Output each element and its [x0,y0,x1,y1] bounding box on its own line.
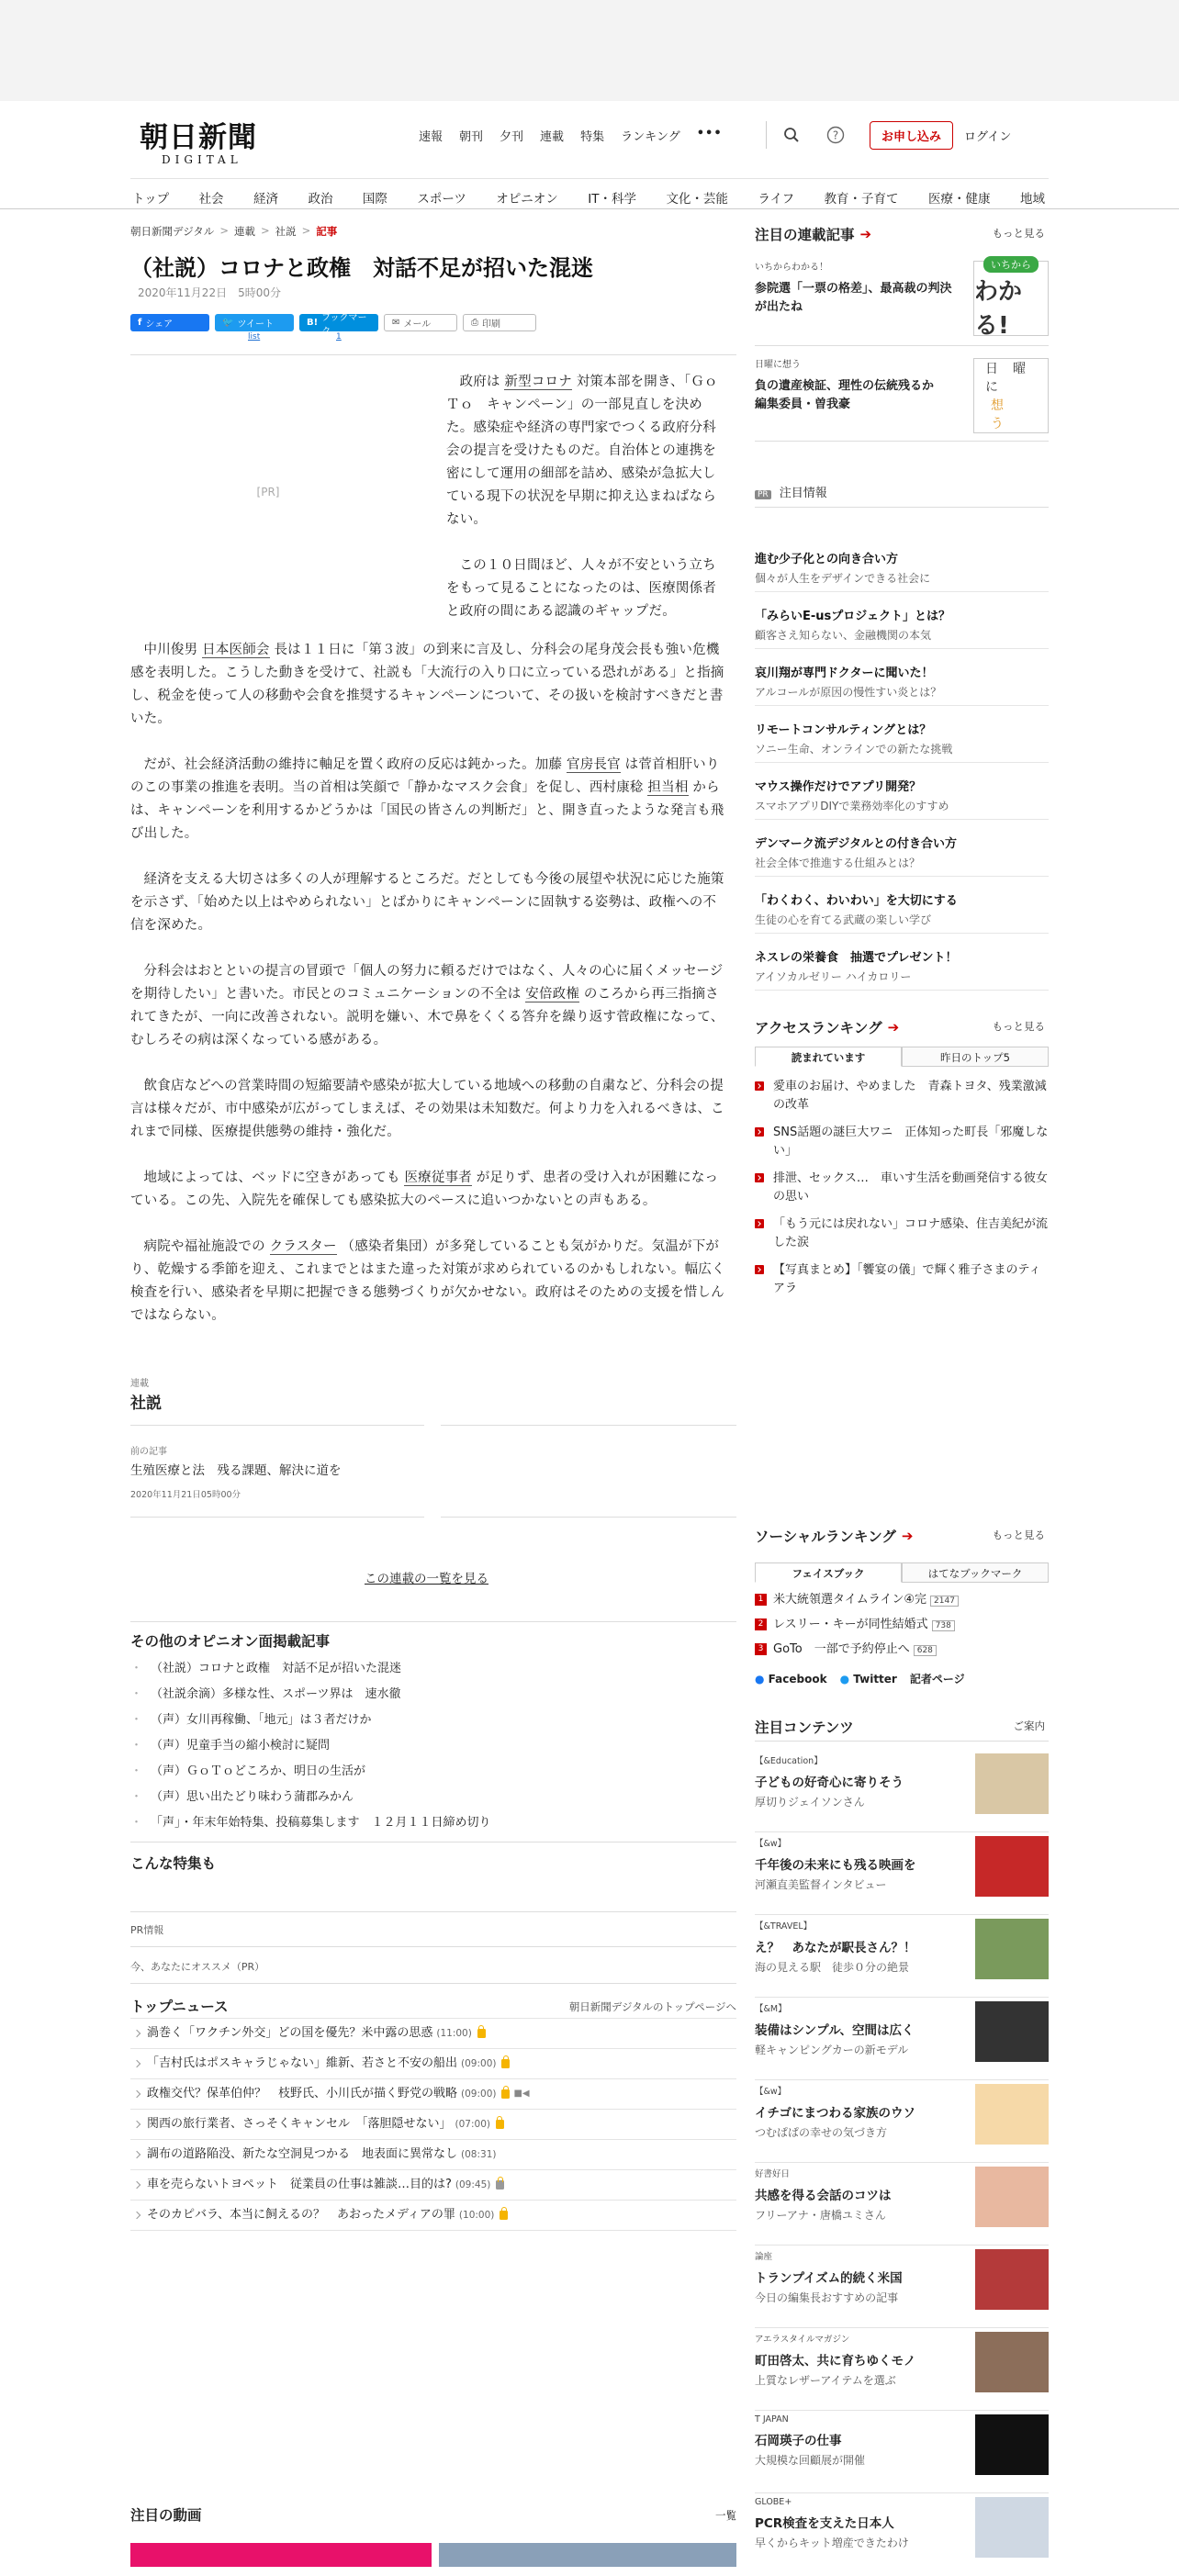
topnav-evening[interactable]: 夕刊 [500,130,524,144]
topnav-morning[interactable]: 朝刊 [459,130,484,144]
nav-education[interactable]: 教育・子育て [824,192,899,207]
news-item[interactable]: 調布の道路陥没、新たな空洞見つかる 地表面に異常なし (08:31) [130,2140,736,2170]
topnews-top-link[interactable]: 朝日新聞デジタルのトップページへ [568,2000,736,2013]
paragraph: 分科会はおとといの提言の冒頭で「個人の努力に頼るだけではなく、人々の心に届くメッセージを期待したい」と書いた。市民とのコミュニケーションの不全は 安倍政権 のころから再三指摘されてきたが、一向に改善されない。説明を嫌い、木で鼻をくくる答弁を繰り返す菅政権になって、むしろその病は深くなっている感がある。 [130,964,724,1047]
prev-article-label: 前の記事 [130,1447,167,1457]
ranking-item[interactable]: 「もう元には戻れない」コロナ感染、住吉美紀が流した涙 [755,1215,1049,1252]
content-card[interactable]: アエラスタイルマガジン 町田啓太、共に育ちゆくモノ 上質なレザーアイテムを選ぶ [755,2332,1049,2411]
pr-item[interactable]: 「みらいE-usプロジェクト」とは？ 顧客さえ知らない、金融機関の本気 [755,606,1049,649]
hatena-count-link[interactable]: 1 [336,332,342,342]
nav-opinion[interactable]: オピニオン [496,192,558,207]
ranking-item[interactable]: SNS話題の謎巨大ワニ 正体知った町長「邪魔しない」 [755,1124,1049,1160]
tab-yesterday-top5[interactable]: 昨日のトップ5 [902,1047,1049,1067]
lock-icon [496,2180,504,2190]
paragraph: 政府は 新型コロナ 対策本部を開き、「Ｇｏ Ｔｏ キャンペーン」の一部見直しを決めた。感染症や経済の専門家でつくる政府分科会の提言を受けたものだ。自治体との連携を密にして運用の細部を詰め、感染が急拡大している現下の状況を早期に抑え込まねばならない。 [446,375,732,527]
series-section-heading: 注目の連載記事 [755,227,855,243]
video-thumbnail[interactable] [130,2543,432,2567]
divider [441,1425,736,1426]
top-ad-banner [0,0,1179,101]
nav-sports[interactable]: スポーツ [417,192,466,207]
twitter-count-link[interactable]: list [248,332,261,342]
mail-icon: ✉ [392,318,400,328]
series-name-link[interactable]: 社説 [130,1394,162,1413]
facebook-icon: ● [755,1672,765,1686]
pr-item[interactable]: リモートコンサルティングとは？ ソニー生命、オンラインでの新たな挑戦 [755,720,1049,763]
opinion-list [130,1656,491,1836]
twitter-share-button[interactable]: 🐦 ツイート [215,314,294,331]
topnav-ranking[interactable]: ランキング [621,130,680,144]
lock-icon [501,2059,510,2068]
content-card[interactable]: T JAPAN 石岡瑛子の仕事 大規模な回顧展が開催 [755,2414,1049,2493]
ranking-item[interactable]: 3 GoTo 一部で予約停止へ 628 [755,1638,1049,1663]
pr-item[interactable]: マウス操作だけでアプリ開発？ スマホアプリDIYで業務効率化のすすめ [755,777,1049,820]
help-icon[interactable] [822,121,849,149]
social-ranking-tabs [755,1562,1049,1583]
article-body-top [446,371,732,646]
arrow-bullet-icon [755,1265,764,1274]
article-date: 2020年11月22日 5時00分 [138,286,281,299]
opinion-heading: その他のオピニオン面掲載記事 [130,1633,331,1650]
facebook-icon: f [138,318,142,328]
divider [130,1425,424,1426]
divider [755,441,1049,442]
nav-politics[interactable]: 政治 [308,192,333,207]
lock-icon [496,2120,504,2129]
topnav-features[interactable]: 特集 [580,130,605,144]
series-list-link[interactable]: この連載の一覧を見る [365,1572,488,1586]
prev-article-date: 2020年11月21日05時00分 [130,1490,241,1500]
divider [766,121,767,149]
divider [130,1946,736,1947]
content-card[interactable]: 【&TRAVEL】 え？ あなたが駅長さん？！ 海の見える駅 徒歩０分の絶景 [755,1919,1049,1998]
video-thumbnail[interactable] [439,2543,736,2567]
paragraph: だが、社会経済活動の維持に軸足を置く政府の反応は鈍かった。加藤 官房長官 は菅首相肝いりのこの事業の推進を表明。当の首相は笑顔で「静かなマスク会食」を促し、西村康稔 担当相 からは、キャンペーンを利用するかどうかは「国民の皆さんの判断だ」と、開き直ったような発言も飛び出した。 [130,757,724,841]
breadcrumb-current: 記事 [316,225,338,238]
pr-section-header: PR 注目情報 [755,483,1049,500]
nav-top[interactable]: トップ [132,192,170,207]
topnav-series[interactable]: 連載 [540,130,565,144]
pr-item[interactable]: 進む少子化との向き合い方 個々が人生をデザインできる社会に [755,549,1049,592]
divider [130,1621,736,1622]
lock-icon [501,2089,510,2099]
ranking-item[interactable]: 1 米大統領選タイムライン④完 2147 [755,1588,1049,1613]
svg-text:?: ? [832,129,839,142]
nav-region[interactable]: 地域 [1019,192,1045,207]
breadcrumb-series[interactable]: 連載 [233,225,255,238]
content-card[interactable]: 【&w】 イチゴにまつわる家族のウソ つむぱぱの幸せの気づき方 [755,2084,1049,2163]
keyword-link[interactable]: 日本医師会 [202,643,270,657]
news-item[interactable]: 車を売らないトヨペット 従業員の仕事は雑談…目的は? (09:45) [130,2170,736,2201]
divider [130,354,736,355]
series-card[interactable]: 日曜に想う 負の遺産検証、理性の伝統残るか 編集委員・曽我豪 日曜に 想う [755,356,1049,444]
content-card[interactable]: 論座 トランプイズム的続く米国 今日の編集長おすすめの記事 [755,2249,1049,2328]
ranking-item[interactable]: 【写真まとめ】「饗宴の儀」で輝く雅子さまのティアラ [755,1261,1049,1298]
content-card[interactable]: GLOBE+ PCR検査を支えた日本人 早くからキット増産できたわけ [755,2497,1049,2576]
pr-item[interactable]: ネスレの栄養食 抽選でプレゼント！ アイソカルゼリー ハイカロリー [755,947,1049,991]
lock-icon [500,2211,508,2220]
prev-article-link[interactable]: 生殖医療と法 残る課題、解決に道を [130,1463,342,1478]
arrow-right-icon: ➔ [901,1528,914,1544]
header-tools [755,118,1011,152]
social-ranking-header: ソーシャルランキング ➔ もっと見る [755,1528,1045,1545]
feature-heading: こんな特集も [130,1855,217,1872]
pr-ad-slot: [PR] [256,485,280,498]
social-links [755,1671,965,1686]
arrow-bullet-icon [755,1173,764,1182]
list-item[interactable]: ・ （声）ＧｏＴｏどころか、明日の生活が [130,1759,491,1785]
paragraph: この１０日間ほど、人々が不安という立ちをもって見ることになったのは、医療関係者と政府の間にある認識のギャップだ。 [446,558,716,619]
recommend-label: 今、あなたにオススメ（PR） [130,1961,265,1973]
access-ranking-tabs [755,1047,1049,1067]
video-list-link[interactable]: 一覧 [715,2509,736,2522]
content-thumbnail [975,2084,1049,2145]
more-link[interactable]: もっと見る [992,1529,1045,1541]
twitter-link[interactable]: ● Twitter [839,1672,897,1686]
divider [441,1517,736,1518]
content-thumbnail [975,2497,1049,2558]
keyword-link[interactable]: 担当相 [647,780,689,795]
list-item[interactable]: ・ （社説余滴）多様な性、スポーツ界は 速水徹 [130,1682,491,1708]
topnews-list [130,2018,736,2231]
logo-main: 朝日新聞 [140,121,257,154]
news-item[interactable]: 関西の旅行業者、さっそくキャンセル 「落胆隠せない」 (07:00) [130,2110,736,2140]
list-item[interactable]: ・ 「声」・年末年始特集、投稿募集します １２月１１日締め切り [130,1810,491,1836]
arrow-bullet-icon [755,1127,764,1137]
access-ranking-header: アクセスランキング ➔ もっと見る [755,1019,1045,1036]
series-section-header [755,224,1049,244]
content-thumbnail [975,2332,1049,2392]
facebook-share-button[interactable]: f シェア [130,314,209,331]
site-header [0,101,1179,209]
search-icon[interactable] [778,121,805,149]
content-card[interactable]: 【&w】 千年後の未来にも残る映画を 河瀬直美監督インタビュー [755,1836,1049,1915]
more-link[interactable]: もっと見る [992,227,1045,240]
content-card[interactable]: 【&Education】 子どもの好奇心に寄りそう 厚切りジェイソンさん [755,1753,1049,1832]
divider [755,345,1049,346]
lock-icon [477,2029,486,2038]
arrow-right-icon: ➔ [887,1019,900,1036]
paragraph: 地域によっては、ベッドに空きがあっても 医療従事者 が足りず、患者の受け入れが困難になっている。この先、入院先を確保しても感染拡大のペースに追いつかないとの声もある。 [130,1170,719,1208]
nav-culture[interactable]: 文化・芸能 [666,192,728,207]
series-label: 連載 [130,1379,149,1389]
arrow-bullet-icon [755,1081,764,1091]
nav-health[interactable]: 医療・健康 [928,192,991,207]
news-item[interactable]: そのカピバラ、本当に飼えるの？ あおったメディアの罪 (10:00) [130,2201,736,2231]
divider [755,1741,1049,1742]
breadcrumb-home[interactable]: 朝日新聞デジタル [130,225,215,238]
hatena-bookmark-button[interactable]: B! ブックマーク [299,314,378,331]
print-icon: ⎙ [471,318,478,328]
pr-item[interactable]: デンマーク流デジタルとの付き合い方 社会全体で推進する仕組みとは？ [755,834,1049,877]
content-thumbnail [975,1919,1049,1979]
nav-economy[interactable]: 経済 [253,192,279,207]
site-logo[interactable] [140,114,257,166]
ranking-item[interactable]: 愛車のお届け、やめました 青森トヨタ、残業激減の改革 [755,1078,1049,1114]
paragraph: 中川俊男 日本医師会 長は１１日に「第３波」の到来に言及し、分科会の尾身茂会長も強い危機感を表明した。こうした動きを受けて、社説も「大流行の入り口に立っている恐れがある」と指摘し、税金を使って人の移動や会食を推奨するキャンペーンについて、その扱いを検討すべきだと書いた。 [130,643,724,726]
paragraph: 病院や福祉施設での クラスター （感染者集団）が多発していることも気がかりだ。気温が下がり、乾燥する季節を迎え、これまでとはまた違った対策が求められているのかもしれない。幅広く検査を行い、感染者を早期に把握できる態勢づくりが欠かせない。政府はそのための支援を惜しんではならない。 [130,1239,725,1323]
divider [130,1517,424,1518]
login-link[interactable]: ログイン [964,129,1012,144]
paragraph: 飲食店などへの営業時間の短縮要請や感染が拡大している地域への移動の自粛など、分科会の提言は様々だが、市中感染が広がってしまえば、その効果は未知数だ。何より力を入れるべきは、これまで同様、医療提供態勢の維持・強化だ。 [130,1079,724,1139]
guide-link[interactable]: ご案内 [1013,1719,1045,1732]
contents-header: 注目コンテンツ ご案内 [755,1719,1045,1736]
paragraph: 経済を支える大切さは多くの人が理解するところだ。だとしても今後の展望や状況に応じた施策を示さず、「始めた以上はやめられない」とばかりにキャンペーンに固執する姿勢は、政権への不信を深めた。 [130,872,724,933]
more-link[interactable]: もっと見る [992,1020,1045,1033]
tab-facebook[interactable]: フェイスブック [755,1562,902,1583]
main-nav [130,178,1049,207]
video-heading: 注目の動画 [130,2507,202,2524]
print-button[interactable]: ⎙ 印刷 [463,314,536,331]
list-item[interactable]: ・ （声）女川再稼働、「地元」は３者だけか [130,1708,491,1733]
nav-society[interactable]: 社会 [198,192,224,207]
nav-life[interactable]: ライフ [758,192,795,207]
keyword-link[interactable]: 官房長官 [567,757,621,772]
content-thumbnail [975,1753,1049,1814]
social-ranking-list [755,1588,1049,1663]
ranking-item[interactable]: 2 レスリー・キーが同性結婚式 738 [755,1613,1049,1638]
content-card[interactable]: 好書好日 共感を得る会話のコツは フリーアナ・唐橋ユミさん [755,2167,1049,2246]
topnav-breaking[interactable]: 速報 [419,130,444,144]
more-menu-icon[interactable]: ••• [696,127,723,140]
keyword-link[interactable]: 安倍政権 [525,987,580,1002]
tab-hatena[interactable]: はてなブックマーク [902,1562,1049,1583]
divider [130,1911,736,1912]
content-thumbnail [975,2167,1049,2227]
pr-item[interactable]: 「わくわく、わいわい」を大切にする 生徒の心を育てる武蔵の楽しい学び [755,890,1049,934]
facebook-link[interactable]: ● Facebook [755,1672,827,1686]
news-item[interactable]: 「吉村氏はポスキャラじゃない」維新、若さと不安の船出 (09:00) [130,2049,736,2079]
content-thumbnail [975,1836,1049,1897]
content-thumbnail [975,2001,1049,2062]
divider [130,1983,736,1984]
pr-item[interactable]: 哀川翔が専門ドクターに聞いた！ アルコールが原因の慢性すい炎とは？ [755,663,1049,706]
breadcrumb: 朝日新聞デジタル > 連載 > 社説 > 記事 [130,224,338,238]
twitter-icon: 🐦 [222,318,234,328]
pr-info-label: PR情報 [130,1924,164,1936]
hatena-icon: B! [307,318,319,328]
news-item[interactable]: 渦巻く「ワクチン外交」どの国を優先？米中露の思惑 (11:00) [130,2019,736,2049]
topnews-heading: トップニュース [130,1999,229,2015]
twitter-icon: ● [839,1672,850,1686]
list-item[interactable]: ・ （声）児童手当の縮小検討に疑問 [130,1733,491,1759]
list-item[interactable]: ・ （社説）コロナと政権 対話不足が招いた混迷 [130,1656,491,1682]
article-body [130,639,727,1350]
subscribe-button[interactable]: お申し込み [870,121,953,150]
nav-international[interactable]: 国際 [362,192,387,207]
keyword-link[interactable]: 医療従事者 [404,1170,472,1185]
nav-it-science[interactable]: IT・科学 [588,192,636,207]
ranking-item[interactable]: 排泄、セックス… 車いす生活を動画発信する彼女の思い [755,1170,1049,1206]
series-thumbnail: 日曜に 想う [973,358,1049,433]
series-card[interactable]: いちからわかる！ 参院選「一票の格差」、最高裁の判決が出たね いちから わかる! [755,259,1049,347]
series-thumbnail: いちから わかる! [973,261,1049,336]
mail-button[interactable]: ✉ メール [384,314,457,331]
divider [755,507,1049,508]
article-title: （社説）コロナと政権 対話不足が招いた混迷 [130,255,593,281]
top-nav [419,127,723,144]
list-item[interactable]: ・ （声）思い出たどり味わう蒲郡みかん [130,1785,491,1810]
writers-page-link[interactable]: 記者ページ [909,1673,965,1686]
logo-sub: DIGITAL [162,153,242,166]
content-thumbnail [975,2249,1049,2310]
keyword-link[interactable]: 新型コロナ [504,375,572,389]
breadcrumb-editorial[interactable]: 社説 [275,225,297,238]
arrow-right-icon: ➔ [859,226,872,242]
pr-badge: PR [755,490,771,499]
tab-most-read[interactable]: 読まれています [755,1047,902,1067]
arrow-bullet-icon [755,1219,764,1228]
news-item[interactable]: 政権交代？保革伯仲？ 枝野氏、小川氏が描く野党の戦略 (09:00) ■◀ [130,2079,736,2110]
keyword-link[interactable]: クラスター [269,1239,337,1254]
content-card[interactable]: 【&M】 装備はシンプル、空間は広く 軽キャンピングカーの新モデル [755,2001,1049,2080]
content-thumbnail [975,2414,1049,2475]
video-icon: ■◀ [513,2089,530,2099]
access-ranking-list [755,1078,1049,1307]
